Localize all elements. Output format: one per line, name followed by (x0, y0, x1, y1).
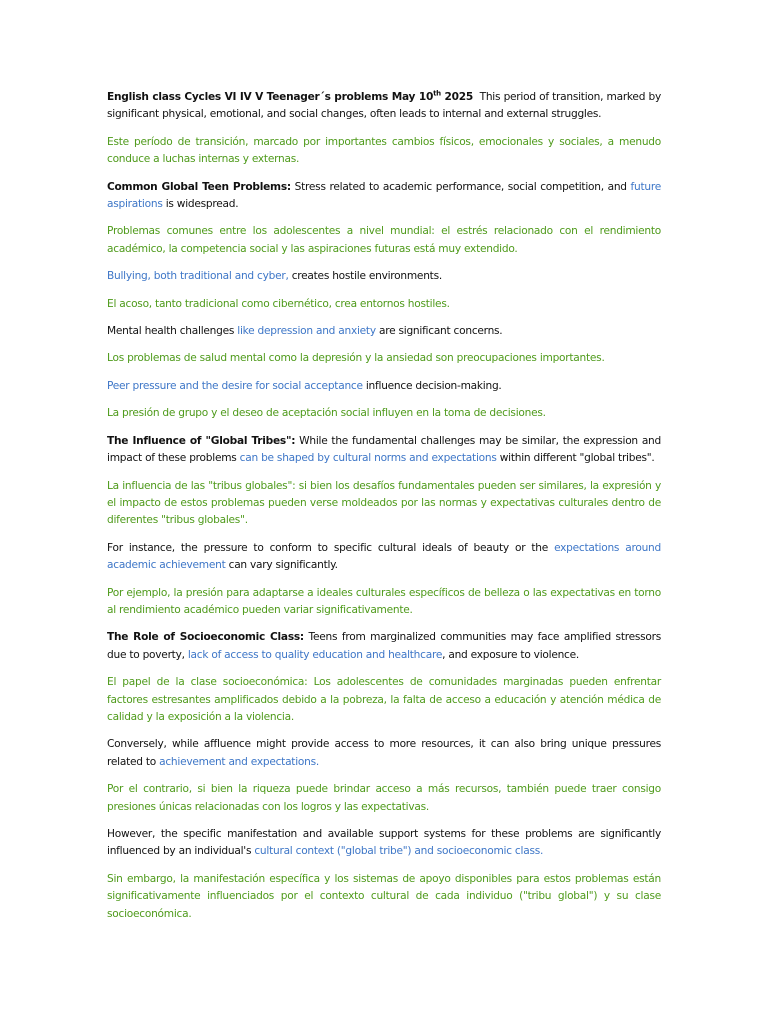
spanish-paragraph-2: Problemas comunes entre los adolescentes a nivel mundial: el estrés relacionado con el rendimiento académico, la competencia social y las aspiraciones futuras está muy extendido. (107, 225, 661, 255)
text-segment: For instance, the pressure to conform to specific cultural ideals of beauty or the (107, 541, 555, 554)
english-paragraph-affluence (107, 736, 661, 771)
spanish-paragraph-4: Los problemas de salud mental como la depresión y la ansiedad son preocupaciones importantes. (107, 352, 605, 365)
text-segment: Stress related to academic performance, social competition, and (290, 180, 631, 193)
spanish-paragraph-3: El acoso, tanto tradicional como cibernético, crea entornos hostiles. (107, 297, 450, 310)
text-segment: is widespread. (162, 198, 239, 211)
english-paragraph-common-problems (107, 179, 661, 214)
english-paragraph-bullying (107, 268, 661, 285)
english-paragraph-mental-health (107, 323, 661, 340)
text-segment: influence decision-making. (362, 379, 502, 392)
highlight-segment: like depression and anxiety (237, 325, 376, 338)
heading-socioeconomic: The Role of Socioeconomic Class: (107, 631, 304, 644)
title-text: English class Cycles VI IV V Teenager´s problems May 10 (107, 91, 434, 103)
title-year: 2025 (440, 91, 474, 103)
spanish-paragraph-1: Este período de transición, marcado por importantes cambios físicos, emocionales y sociales, a menudo conduce a luchas internas y externas. (107, 135, 661, 166)
english-paragraph-instance (107, 540, 661, 575)
spanish-paragraph-7: Por ejemplo, la presión para adaptarse a ideales culturales específicos de belleza o las expectativas en torno al rendimiento académico pueden variar significativamente. (107, 586, 661, 616)
highlight-segment: Bullying, both traditional and cyber, (107, 270, 289, 283)
title-superscript: th (433, 89, 441, 98)
text-segment: While the fundamental challenges may be similar, the expression and impact of these problems (107, 434, 661, 465)
spanish-paragraph-9: Por el contrario, si bien la riqueza puede brindar acceso a más recursos, también puede traer consigo presiones únicas relacionadas con los logros y las expectativas. (107, 783, 661, 813)
text-segment: Conversely, while affluence might provide access to more resources, it can also bring unique pressures related to (107, 738, 661, 768)
highlight-segment: can be shaped by cultural norms and expectations (239, 452, 497, 465)
english-paragraph-peer-pressure (107, 378, 661, 395)
text-segment: are significant concerns. (375, 325, 503, 338)
text-segment: However, the specific manifestation and available support systems for these problems are significantly influenced by an individual's (107, 828, 661, 858)
heading-common-problems: Common Global Teen Problems: (107, 180, 291, 193)
highlight-segment: achievement and expectations. (159, 755, 319, 768)
highlight-segment: expectations around academic achievement (107, 541, 661, 572)
spanish-paragraph-6: La influencia de las "tribus globales": si bien los desafíos fundamentales pueden ser similares, la expresión y el impacto de estos problemas pueden verse moldeados por las normas y expectativas culturales dentro de diferentes "tribus globales". (107, 479, 661, 527)
highlight-segment: Peer pressure and the desire for social acceptance (107, 379, 363, 392)
english-paragraph-global-tribes (107, 433, 661, 468)
highlight-segment: future aspirations (107, 180, 661, 211)
english-paragraph-however (107, 826, 661, 861)
english-paragraph-socioeconomic (107, 629, 661, 664)
highlight-segment: cultural context ("global tribe") and socioeconomic class. (254, 845, 544, 858)
text-segment: creates hostile environments. (288, 270, 442, 283)
spanish-paragraph-10: Sin embargo, la manifestación específica y los sistemas de apoyo disponibles para estos problemas están significativamente influenciados por el contexto cultural de cada individuo ("tribu global") y su clase socioeconómica. (107, 872, 661, 920)
text-segment: Mental health challenges (107, 325, 238, 338)
text-segment: , and exposure to violence. (442, 648, 580, 661)
spanish-paragraph-8: El papel de la clase socioeconómica: Los adolescentes de comunidades marginadas pueden enfrentar factores estresantes amplificados debido a la pobreza, la falta de acceso a educación y atención médica de calidad y la exposición a la violencia. (107, 676, 661, 723)
intro-paragraph (107, 89, 661, 124)
highlight-segment: lack of access to quality education and healthcare (187, 648, 443, 661)
text-segment: can vary significantly. (225, 559, 338, 572)
intro-text: This period of transition, marked by significant physical, emotional, and social changes, often leads to internal and external struggles. (107, 91, 661, 121)
document-title (107, 91, 473, 103)
heading-global-tribes: The Influence of "Global Tribes": (107, 434, 296, 447)
spanish-paragraph-5: La presión de grupo y el deseo de aceptación social influyen en la toma de decisiones. (107, 407, 546, 420)
document-body (107, 89, 661, 933)
text-segment: within different "global tribes". (496, 452, 655, 465)
text-segment: Teens from marginalized communities may face amplified stressors due to poverty, (107, 631, 662, 661)
